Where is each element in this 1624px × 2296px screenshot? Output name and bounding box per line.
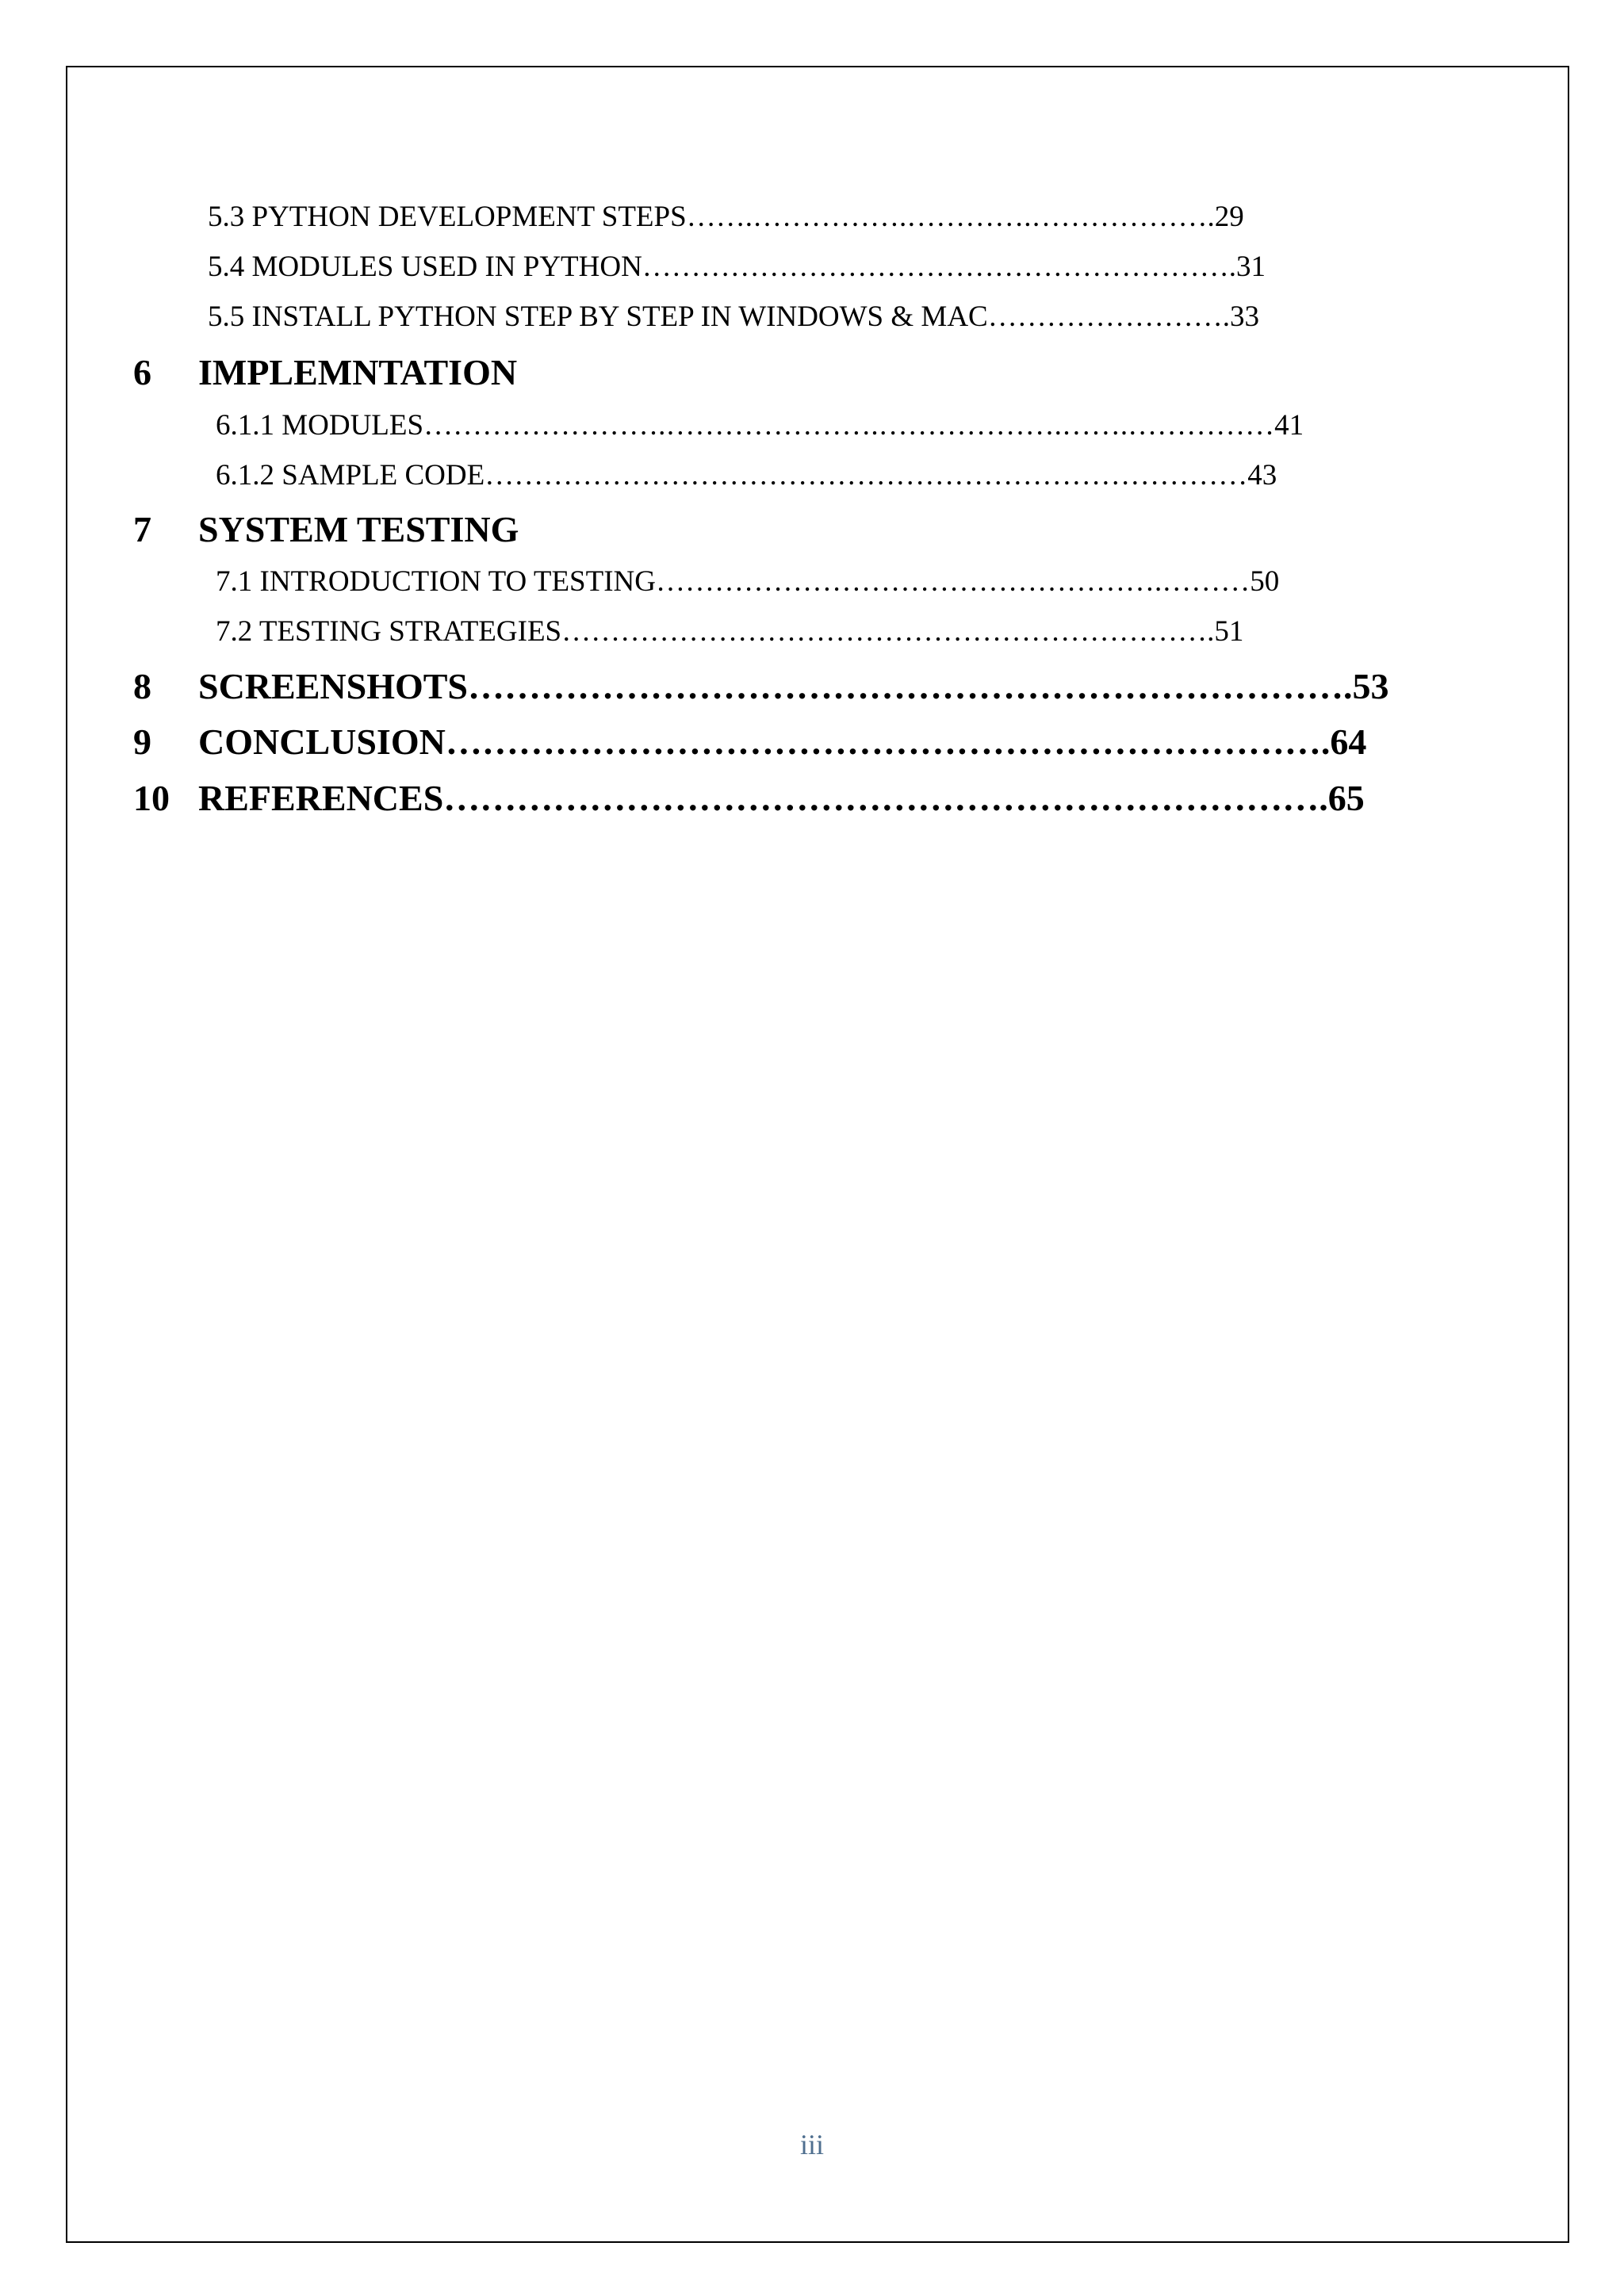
chapter-title: CONCLUSION……………………………………………………………….64 (198, 721, 1367, 762)
toc-entry-7-1: 7.1 INTRODUCTION TO TESTING…………………………………………….………50 (216, 565, 1280, 598)
chapter-title: REFERENCES……………………………………………………………….65 (198, 778, 1365, 818)
chapter-title: SYSTEM TESTING (198, 509, 519, 549)
toc-entry-5-5: 5.5 INSTALL PYTHON STEP BY STEP IN WINDOWS & MAC…………………….33 (208, 300, 1259, 333)
chapter-number: 10 (133, 778, 170, 818)
page-number: iii (799, 2129, 824, 2160)
chapter-number: 7 (133, 509, 151, 549)
toc-entry-7-2: 7.2 TESTING STRATEGIES………………………………………………………….51 (216, 615, 1244, 648)
toc-entry-5-4: 5.4 MODULES USED IN PYTHON…………………………………………………….31 (208, 251, 1266, 283)
chapter-title: IMPLEMNTATION (198, 352, 518, 392)
toc-entry-6-1-1: 6.1.1 MODULES…………………….………………….……………….…….……………41 (216, 409, 1304, 442)
chapter-number: 8 (133, 666, 151, 706)
chapter-title: SCREENSHOTS……………………………………………………………….53 (198, 666, 1389, 706)
toc-entry-5-3: 5.3 PYTHON DEVELOPMENT STEPS…….…………….………….……………….29 (208, 201, 1244, 233)
toc-entry-6-1-2: 6.1.2 SAMPLE CODE……………………………………………………………………43 (216, 459, 1277, 492)
chapter-number: 6 (133, 352, 151, 392)
chapter-number: 9 (133, 721, 151, 762)
